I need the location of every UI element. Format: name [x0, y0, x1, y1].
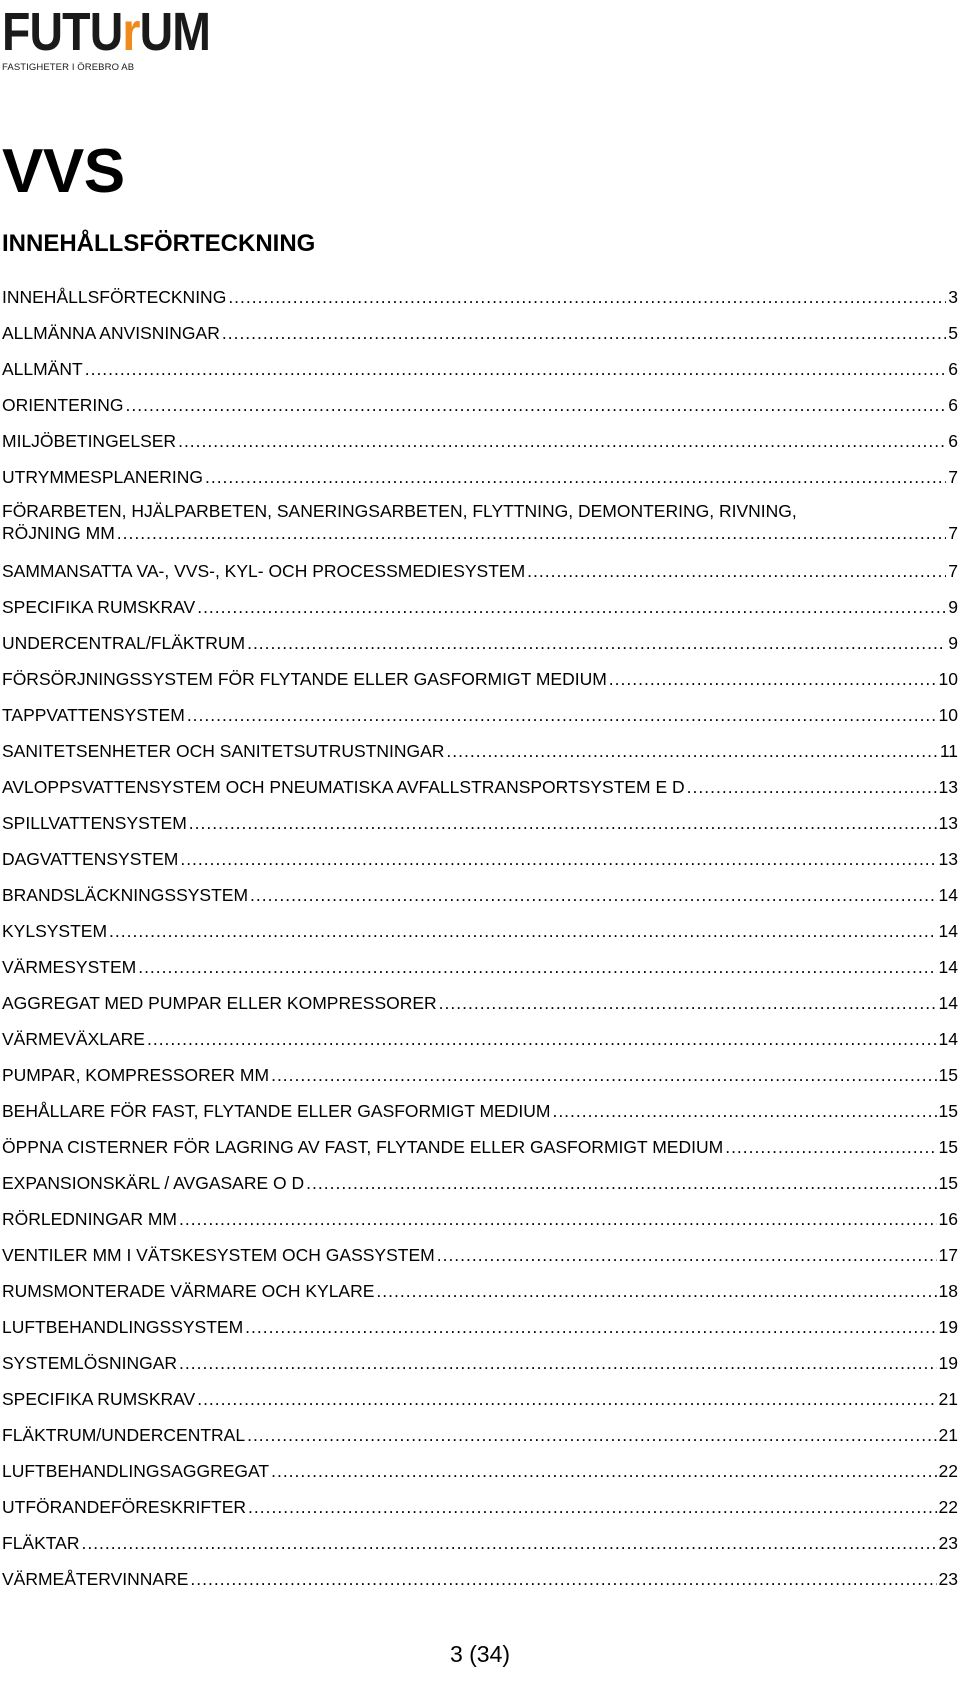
- toc-entry[interactable]: [2, 308, 958, 344]
- toc-entry-label: TAPPVATTENSYSTEM: [2, 705, 185, 725]
- company-logo: [2, 2, 211, 74]
- toc-dot-leader: [179, 1208, 937, 1230]
- toc-dot-leader: [138, 956, 936, 978]
- toc-entry[interactable]: [2, 762, 958, 798]
- toc-entry[interactable]: [2, 1446, 958, 1482]
- toc-entry-page: 13: [938, 849, 958, 869]
- toc-entry[interactable]: [2, 1302, 958, 1338]
- toc-entry-page: 16: [938, 1209, 958, 1229]
- toc-dot-leader: [446, 740, 937, 762]
- toc-entry-label-continued: RÖJNING MM: [2, 523, 115, 543]
- toc-entry-page: 11: [939, 741, 958, 761]
- toc-entry-label: VENTILER MM I VÄTSKESYSTEM OCH GASSYSTEM: [2, 1245, 435, 1265]
- page-number: 3 (34): [449, 1641, 511, 1667]
- toc-entry-page: 10: [938, 705, 958, 725]
- toc-dot-leader: [271, 1460, 936, 1482]
- toc-heading: INNEHÅLLSFÖRTECKNING: [2, 230, 316, 257]
- toc-dot-leader: [609, 668, 937, 690]
- toc-entry-page: 9: [948, 597, 958, 617]
- toc-entry-label: FÖRSÖRJNINGSSYSTEM FÖR FLYTANDE ELLER GASFORMIGT MEDIUM: [2, 669, 607, 689]
- toc-entry-page: 15: [938, 1065, 958, 1085]
- toc-entry-page: 14: [938, 885, 958, 905]
- toc-entry-label: FÖRARBETEN, HJÄLPARBETEN, SANERINGSARBETEN, FLYTTNING, DEMONTERING, RIVNING,: [2, 501, 797, 521]
- toc-dot-leader: [179, 1352, 936, 1374]
- toc-entry-label: LUFTBEHANDLINGSSYSTEM: [2, 1317, 244, 1337]
- toc-dot-leader: [250, 884, 937, 906]
- toc-entry-label: AGGREGAT MED PUMPAR ELLER KOMPRESSORER: [2, 993, 437, 1013]
- toc-entry-page: 22: [938, 1461, 958, 1481]
- toc-entry-label: FLÄKTAR: [2, 1533, 80, 1553]
- toc-entry-label: LUFTBEHANDLINGSAGGREGAT: [2, 1461, 270, 1481]
- toc-dot-leader: [228, 286, 946, 308]
- toc-entry-label: VÄRMEÅTERVINNARE: [2, 1569, 189, 1589]
- toc-entry-page: 22: [938, 1497, 958, 1517]
- toc-entry-page: 15: [938, 1101, 958, 1121]
- toc-dot-leader: [245, 1316, 936, 1338]
- toc-dot-leader: [85, 358, 947, 380]
- logo-wordmark: [2, 2, 210, 62]
- toc-dot-leader: [248, 1496, 936, 1518]
- toc-entry-label: BEHÅLLARE FÖR FAST, FLYTANDE ELLER GASFORMIGT MEDIUM: [2, 1101, 551, 1121]
- toc-entry-page: 9: [948, 633, 958, 653]
- toc-entry[interactable]: [2, 452, 958, 488]
- toc-dot-leader: [247, 632, 946, 654]
- toc-entry-label: VÄRMEVÄXLARE: [2, 1029, 145, 1049]
- toc-entry-page: 19: [938, 1317, 958, 1337]
- toc-entry-label: UTRYMMESPLANERING: [2, 467, 203, 487]
- toc-dot-leader: [187, 704, 937, 726]
- toc-entry[interactable]: [2, 1230, 958, 1266]
- toc-dot-leader: [190, 1568, 936, 1590]
- toc-entry[interactable]: [2, 1122, 958, 1158]
- toc-dot-leader: [81, 1532, 936, 1554]
- toc-entry[interactable]: [2, 344, 958, 380]
- toc-entry[interactable]: [2, 1194, 958, 1230]
- toc-entry[interactable]: [2, 1338, 958, 1374]
- toc-entry-label: INNEHÅLLSFÖRTECKNING: [2, 287, 227, 307]
- toc-entry[interactable]: [2, 1410, 958, 1446]
- toc-dot-leader: [306, 1172, 936, 1194]
- table-of-contents: [2, 272, 958, 1590]
- toc-entry-page: 21: [938, 1425, 958, 1445]
- toc-entry-page: 14: [938, 957, 958, 977]
- toc-entry-page: 21: [938, 1389, 958, 1409]
- toc-entry[interactable]: [2, 380, 958, 416]
- toc-entry[interactable]: [2, 690, 958, 726]
- logo-subtitle: FASTIGHETER I ÖREBRO AB: [2, 62, 135, 73]
- toc-dot-leader: [109, 920, 936, 942]
- toc-entry-page: 3: [948, 287, 958, 307]
- toc-entry[interactable]: [2, 488, 958, 546]
- toc-dot-leader: [180, 848, 936, 870]
- document-title: VVS: [2, 137, 125, 206]
- toc-entry[interactable]: [2, 1554, 958, 1590]
- toc-entry-label: ALLMÄNNA ANVISNINGAR: [2, 323, 220, 343]
- toc-entry-label: DAGVATTENSYSTEM: [2, 849, 179, 869]
- toc-entry-page: 23: [938, 1533, 958, 1553]
- toc-entry-page: 15: [938, 1173, 958, 1193]
- toc-entry-page: 7: [948, 561, 958, 581]
- toc-dot-leader: [552, 1100, 936, 1122]
- toc-entry-label: SAMMANSATTA VA-, VVS-, KYL- OCH PROCESSMEDIESYSTEM: [2, 561, 526, 581]
- toc-entry-label: MILJÖBETINGELSER: [2, 431, 177, 451]
- toc-entry-page: 14: [938, 921, 958, 941]
- toc-entry-label: UTFÖRANDEFÖRESKRIFTER: [2, 1497, 247, 1517]
- toc-entry[interactable]: [2, 618, 958, 654]
- toc-entry[interactable]: [2, 1050, 958, 1086]
- toc-entry-page: 13: [938, 777, 958, 797]
- toc-entry-label: SPECIFIKA RUMSKRAV: [2, 1389, 196, 1409]
- toc-dot-leader: [197, 596, 946, 618]
- toc-dot-leader: [687, 776, 937, 798]
- toc-entry-label: SYSTEMLÖSNINGAR: [2, 1353, 178, 1373]
- toc-dot-leader: [117, 522, 946, 544]
- toc-dot-leader: [437, 1244, 937, 1266]
- toc-entry-continuation: [2, 522, 958, 544]
- toc-dot-leader: [126, 394, 947, 416]
- toc-entry-page: 14: [938, 993, 958, 1013]
- toc-entry[interactable]: [2, 726, 958, 762]
- toc-dot-leader: [189, 812, 937, 834]
- toc-entry[interactable]: [2, 1482, 958, 1518]
- toc-entry-page: 5: [948, 323, 958, 343]
- toc-dot-leader: [376, 1280, 936, 1302]
- logo-word-start: FUTU: [2, 2, 123, 62]
- toc-entry-label: RÖRLEDNINGAR MM: [2, 1209, 178, 1229]
- toc-entry-label: AVLOPPSVATTENSYSTEM OCH PNEUMATISKA AVFALLSTRANSPORTSYSTEM E D: [2, 777, 685, 797]
- toc-entry-page: 6: [948, 395, 958, 415]
- toc-entry[interactable]: [2, 798, 958, 834]
- toc-entry[interactable]: [2, 870, 958, 906]
- toc-entry-label: ALLMÄNT: [2, 359, 83, 379]
- toc-entry[interactable]: [2, 1374, 958, 1410]
- toc-entry[interactable]: [2, 546, 958, 582]
- toc-entry[interactable]: [2, 1266, 958, 1302]
- toc-entry-label: SPILLVATTENSYSTEM: [2, 813, 187, 833]
- toc-entry-label: UNDERCENTRAL/FLÄKTRUM: [2, 633, 246, 653]
- toc-entry-label: BRANDSLÄCKNINGSSYSTEM: [2, 885, 249, 905]
- toc-dot-leader: [197, 1388, 936, 1410]
- toc-entry-page: 23: [938, 1569, 958, 1589]
- toc-entry-label: RUMSMONTERADE VÄRMARE OCH KYLARE: [2, 1281, 375, 1301]
- toc-dot-leader: [205, 466, 946, 488]
- toc-dot-leader: [439, 992, 937, 1014]
- toc-entry-page: 10: [938, 669, 958, 689]
- toc-dot-leader: [725, 1136, 936, 1158]
- logo-word-end: UM: [139, 2, 211, 62]
- toc-dot-leader: [222, 322, 946, 344]
- toc-entry-page: 7: [948, 523, 958, 543]
- toc-entry[interactable]: [2, 978, 958, 1014]
- toc-entry-label: ÖPPNA CISTERNER FÖR LAGRING AV FAST, FLYTANDE ELLER GASFORMIGT MEDIUM: [2, 1137, 724, 1157]
- toc-entry-page: 17: [938, 1245, 958, 1265]
- toc-entry-label: PUMPAR, KOMPRESSORER MM: [2, 1065, 270, 1085]
- toc-entry[interactable]: [2, 1158, 958, 1194]
- toc-dot-leader: [178, 430, 946, 452]
- toc-dot-leader: [247, 1424, 936, 1446]
- toc-entry-label: SANITETSENHETER OCH SANITETSUTRUSTNINGAR: [2, 741, 445, 761]
- toc-entry-page: 6: [948, 431, 958, 451]
- toc-entry-label: ORIENTERING: [2, 395, 124, 415]
- toc-entry-label: SPECIFIKA RUMSKRAV: [2, 597, 196, 617]
- toc-dot-leader: [271, 1064, 936, 1086]
- toc-entry-page: 15: [938, 1137, 958, 1157]
- toc-entry[interactable]: [2, 272, 958, 308]
- toc-entry-label: EXPANSIONSKÄRL / AVGASARE O D: [2, 1173, 305, 1193]
- toc-entry-page: 13: [938, 813, 958, 833]
- toc-entry[interactable]: [2, 1014, 958, 1050]
- toc-entry[interactable]: [2, 1518, 958, 1554]
- toc-entry-page: 7: [948, 467, 958, 487]
- toc-entry-label: KYLSYSTEM: [2, 921, 108, 941]
- toc-entry-page: 14: [938, 1029, 958, 1049]
- toc-entry-page: 6: [948, 359, 958, 379]
- toc-entry-page: 18: [938, 1281, 958, 1301]
- toc-entry-label: FLÄKTRUM/UNDERCENTRAL: [2, 1425, 246, 1445]
- toc-entry[interactable]: [2, 906, 958, 942]
- toc-entry-label: VÄRMESYSTEM: [2, 957, 137, 977]
- toc-entry[interactable]: [2, 582, 958, 618]
- toc-entry[interactable]: [2, 942, 958, 978]
- logo-word-accent: r: [122, 2, 140, 62]
- toc-dot-leader: [147, 1028, 937, 1050]
- toc-entry[interactable]: [2, 416, 958, 452]
- toc-dot-leader: [527, 560, 946, 582]
- toc-entry[interactable]: [2, 1086, 958, 1122]
- toc-entry[interactable]: [2, 654, 958, 690]
- toc-entry-page: 19: [938, 1353, 958, 1373]
- toc-entry[interactable]: [2, 834, 958, 870]
